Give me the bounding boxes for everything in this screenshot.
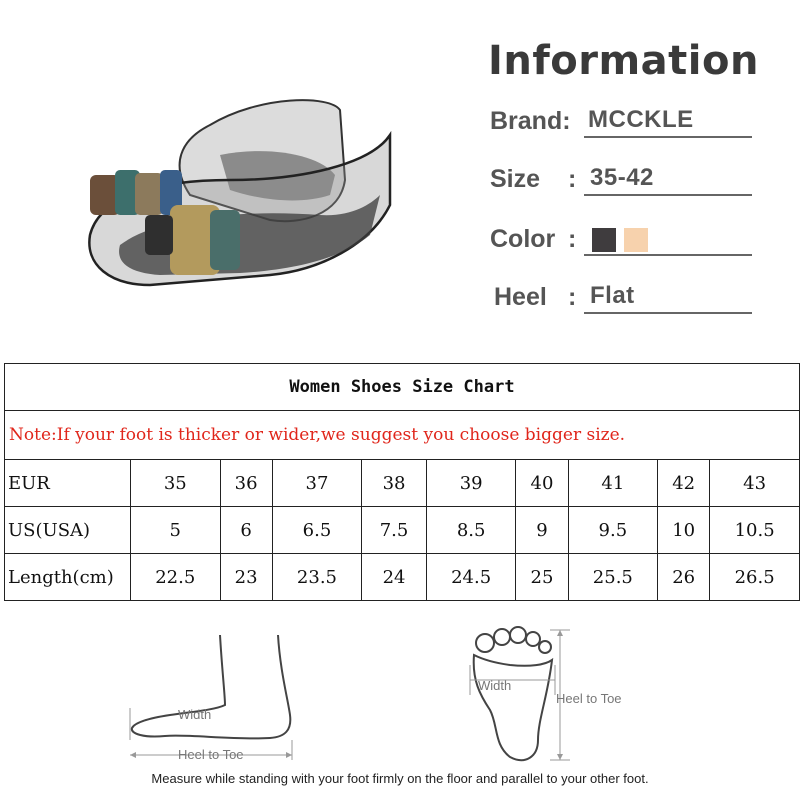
- table-cell: 25: [516, 554, 568, 601]
- table-cell: 42: [658, 460, 710, 507]
- table-cell: 24: [362, 554, 427, 601]
- table-cell: 24.5: [426, 554, 516, 601]
- chart-title: Women Shoes Size Chart: [5, 364, 800, 411]
- row-label: US(USA): [5, 507, 131, 554]
- table-cell: 7.5: [362, 507, 427, 554]
- brand-label: Brand:: [490, 107, 571, 135]
- color-underline: [584, 254, 752, 256]
- table-cell: 37: [272, 460, 362, 507]
- table-cell: 36: [220, 460, 272, 507]
- size-label: Size: [490, 165, 541, 193]
- table-cell: 8.5: [426, 507, 516, 554]
- color-colon: :: [568, 225, 577, 253]
- size-note: Note:If your foot is thicker or wider,we suggest you choose bigger size.: [5, 411, 800, 460]
- brand-underline: [584, 136, 752, 138]
- color-swatch-nude: [624, 228, 648, 252]
- note-row: [5, 411, 800, 460]
- heel-row: [490, 280, 760, 316]
- side-length-label: Heel to Toe: [178, 747, 244, 762]
- brand-row: [490, 104, 760, 140]
- table-cell: 6.5: [272, 507, 362, 554]
- table-cell: 9.5: [568, 507, 658, 554]
- table-cell: 26.5: [710, 554, 800, 601]
- table-row-eur: [5, 460, 800, 507]
- table-cell: 38: [362, 460, 427, 507]
- table-cell: 23.5: [272, 554, 362, 601]
- table-cell: 10.5: [710, 507, 800, 554]
- size-value: 35-42: [590, 164, 654, 191]
- heel-underline: [584, 312, 752, 314]
- table-cell: 35: [131, 460, 221, 507]
- sole-width-label: Width: [478, 678, 512, 693]
- table-cell: 41: [568, 460, 658, 507]
- table-cell: 23: [220, 554, 272, 601]
- table-cell: 9: [516, 507, 568, 554]
- table-cell: 6: [220, 507, 272, 554]
- table-row-length: [5, 554, 800, 601]
- heel-colon: :: [568, 283, 577, 311]
- row-label: Length(cm): [5, 554, 131, 601]
- measure-caption: Measure while standing with your foot firmly on the floor and parallel to your other foot.: [151, 771, 649, 786]
- table-cell: 40: [516, 460, 568, 507]
- product-image-sandals: [70, 85, 410, 315]
- heel-label: Heel: [494, 283, 547, 311]
- chart-title-row: [5, 364, 800, 411]
- color-swatch-dark: [592, 228, 616, 252]
- table-cell: 5: [131, 507, 221, 554]
- row-label: EUR: [5, 460, 131, 507]
- side-width-label: Width: [178, 707, 212, 722]
- table-cell: 26: [658, 554, 710, 601]
- size-row: [490, 162, 760, 198]
- table-row-us: [5, 507, 800, 554]
- brand-value: MCCKLE: [588, 106, 694, 133]
- table-cell: 25.5: [568, 554, 658, 601]
- table-cell: 39: [426, 460, 516, 507]
- info-title: Information: [488, 38, 759, 84]
- color-label: Color: [490, 225, 556, 253]
- color-row: [490, 222, 760, 258]
- size-underline: [584, 194, 752, 196]
- size-colon: :: [568, 165, 577, 193]
- table-cell: 10: [658, 507, 710, 554]
- table-cell: 43: [710, 460, 800, 507]
- size-chart-table: [4, 363, 800, 601]
- table-cell: 22.5: [131, 554, 221, 601]
- sole-length-label: Heel to Toe: [556, 691, 622, 706]
- heel-value: Flat: [590, 282, 635, 309]
